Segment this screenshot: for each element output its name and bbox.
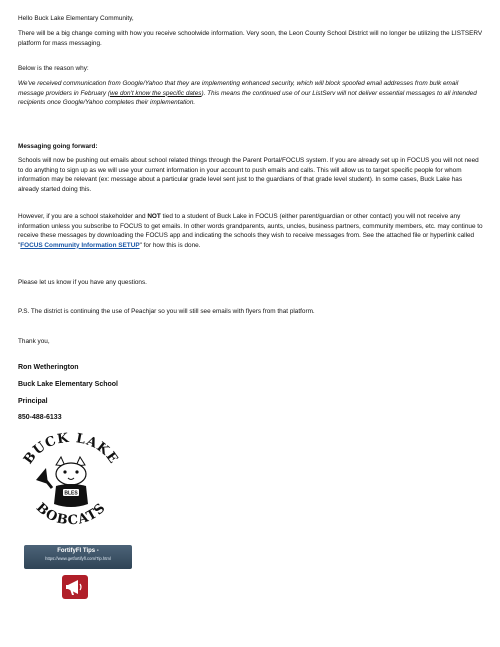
fortify-banner[interactable] [24, 545, 132, 569]
focus-setup-link[interactable]: FOCUS Community Information SETUP [20, 241, 140, 249]
reason-text-1: We've received communication from Google/Yahoo that they are implementing enhanced security, which will block spoofed email addresses from bulk email message providers in February ( [18, 80, 459, 97]
bobcat-logo [16, 432, 126, 532]
logo-badge-text: BLES [64, 490, 78, 497]
intro-paragraph: There will be a big change coming with how you receive schoolwide information. Very soon, the Leon County School District will no longer be utilizing the LISTSERV platform for mass messaging. [18, 30, 483, 47]
stakeholder-text-1: However, if you are a school stakeholder and [18, 213, 148, 220]
stakeholder-text-3: " for how this is done. [139, 241, 201, 249]
reason-dates-note: we don't know the specific dates [110, 89, 202, 97]
closing-line: Thank you, [18, 338, 50, 345]
stakeholder-text-2: tied to a student of Buck Lake in FOCUS (either parent/guardian or other contact) you will not receive any information unless you subscribe to FOCUS to get emails. In other words grandparents, aunts, uncles, business partners, community members, etc. may continue to receive these messages by downloading the FOCUS app and indicating the schools they wish to receive messages from. See the attached file or hyperlink called " [18, 213, 483, 249]
signature-school: Buck Lake Elementary School [18, 381, 118, 388]
signature-name: Ron Wetherington [18, 364, 79, 371]
greeting: Hello Buck Lake Elementary Community, [18, 15, 134, 22]
logo-top-text: BUCK LAKE [21, 432, 121, 468]
signature-title: Principal [18, 398, 48, 405]
reason-heading: Below is the reason why: [18, 65, 89, 72]
fortify-url: https://www.getfortifyfl.com/Tip.html [45, 556, 111, 561]
megaphone-app-button[interactable] [62, 575, 88, 599]
messaging-heading: Messaging going forward: [18, 143, 98, 150]
reason-paragraph [18, 79, 484, 108]
messaging-paragraph: Schools will now be pushing out emails about school related things through the Parent Portal/FOCUS system. If you are already set up in FOCUS you will not need to do anything to sign up as we will use your current information in your account to push emails and calls. This will allow us to target specific people for whom information may be relevant (ex: message about a particular grade level sent just to the guardians of that grade level student). In some cases, Buck Lake has already started doing this. [18, 157, 479, 193]
megaphone-icon [62, 575, 88, 599]
ps-line: P.S. The district is continuing the use of Peachjar so you will still see emails with flyers from that platform. [18, 308, 315, 315]
reason-text-2: ). This means the continued use of our ListServ will not deliver essential messages to all intended recipients once Google/Yahoo completes their implementation. [18, 89, 477, 107]
bobcat-mascot-icon [36, 457, 88, 507]
logo-bottom-text: BOBCATS [32, 500, 110, 529]
questions-line: Please let us know if you have any questions. [18, 279, 147, 286]
stakeholder-not: NOT [147, 213, 161, 220]
fortify-title: FortifyFl Tips - [57, 548, 99, 554]
stakeholder-paragraph [18, 212, 484, 250]
signature-phone: 850-488-6133 [18, 414, 62, 421]
